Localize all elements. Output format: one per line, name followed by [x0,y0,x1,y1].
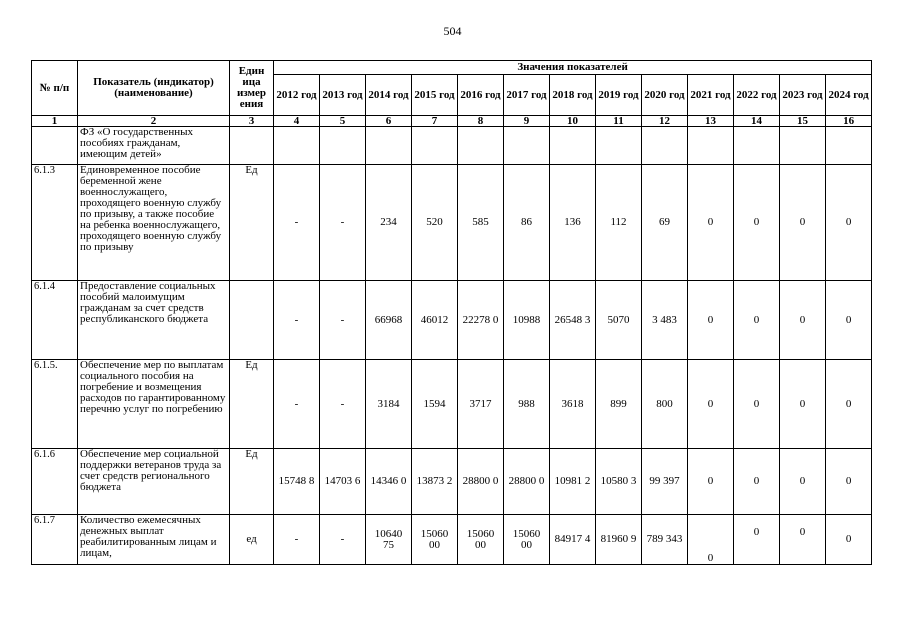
row-value-cell: 99 397 [642,449,688,515]
row-value-cell: 0 [826,515,872,565]
header-col-number: 2 [78,116,230,127]
table-row [32,281,872,360]
row-value-cell: 86 [504,165,550,281]
row-indicator-name: Обеспечение мер социальной поддержки ветеранов труда за счет средств регионального бюджета [78,449,230,515]
header-year: 2012 год [274,75,320,116]
header-col-number: 10 [550,116,596,127]
header-year: 2016 год [458,75,504,116]
row-code: 6.1.5. [32,360,78,449]
row-code: 6.1.3 [32,165,78,281]
row-unit: ед [230,515,274,565]
row-value-cell: 0 [734,281,780,360]
row-indicator-name: Единовременное пособие беременной жене военнослужащего, проходящего военную службу по призыву, а также пособие на ребенка военнослужащего, проходящего военную службу по призыву [78,165,230,281]
row-value-cell: - [320,165,366,281]
row-value-cell: 0 [688,449,734,515]
row-value-cell: 0 [780,449,826,515]
header-col-number: 16 [826,116,872,127]
row-value-cell: 0 [734,449,780,515]
row-value-cell [596,127,642,165]
row-value-cell: 899 [596,360,642,449]
header-col-number: 1 [32,116,78,127]
row-value-cell: 15748 8 [274,449,320,515]
row-value-cell: 3184 [366,360,412,449]
row-value-cell: 5070 [596,281,642,360]
row-value-cell: 15060 00 [504,515,550,565]
row-value-cell [734,127,780,165]
row-value-cell [274,127,320,165]
header-col-number: 11 [596,116,642,127]
row-value-cell: 0 [734,515,780,565]
header-year: 2013 год [320,75,366,116]
row-value-cell: 14703 6 [320,449,366,515]
row-value-cell: 28800 0 [458,449,504,515]
row-value-cell: 585 [458,165,504,281]
row-value-cell: 3717 [458,360,504,449]
indicators-table [31,60,872,565]
row-value-cell: - [320,515,366,565]
header-year: 2024 год [826,75,872,116]
header-num: № п/п [32,61,78,116]
row-value-cell: 234 [366,165,412,281]
row-value-cell: 84917 4 [550,515,596,565]
row-value-cell: 0 [688,281,734,360]
row-value-cell [826,127,872,165]
header-year: 2021 год [688,75,734,116]
header-col-number: 4 [274,116,320,127]
row-value-cell: 0 [780,281,826,360]
row-value-cell: 0 [734,165,780,281]
row-value-cell: 10981 2 [550,449,596,515]
row-code: 6.1.4 [32,281,78,360]
row-value-cell: 789 343 [642,515,688,565]
header-year: 2014 год [366,75,412,116]
row-value-cell: 0 [688,165,734,281]
header-col-number: 9 [504,116,550,127]
row-value-cell: 0 [826,449,872,515]
row-value-cell: 69 [642,165,688,281]
row-value-cell: - [274,281,320,360]
row-value-cell: 0 [826,360,872,449]
row-value-cell: 0 [688,360,734,449]
header-year: 2020 год [642,75,688,116]
row-value-cell: 10988 [504,281,550,360]
header-col-number: 14 [734,116,780,127]
row-value-cell: 988 [504,360,550,449]
row-value-cell: 0 [826,165,872,281]
row-value-cell: 46012 [412,281,458,360]
row-unit: Ед [230,165,274,281]
header-year: 2022 год [734,75,780,116]
header-indicator: Показатель (индикатор) (наименование) [78,61,230,116]
row-value-cell: 0 [780,515,826,565]
row-value-cell: 0 [688,515,734,565]
header-col-number: 12 [642,116,688,127]
row-unit: Ед [230,449,274,515]
header-values-group: Значения показателей [274,61,872,75]
row-value-cell: 0 [826,281,872,360]
table-row [32,127,872,165]
row-value-cell: 10640 75 [366,515,412,565]
row-value-cell: 14346 0 [366,449,412,515]
row-value-cell: 3 483 [642,281,688,360]
row-unit [230,281,274,360]
row-value-cell [688,127,734,165]
row-code [32,127,78,165]
table-row [32,449,872,515]
row-unit: Ед [230,360,274,449]
row-value-cell: 66968 [366,281,412,360]
row-code: 6.1.6 [32,449,78,515]
table-row [32,360,872,449]
row-value-cell [550,127,596,165]
row-indicator-name: Количество ежемесячных денежных выплат реабилитированным лицам и лицам, [78,515,230,565]
table-row [32,515,872,565]
page-number: 504 [443,24,462,38]
row-value-cell: 28800 0 [504,449,550,515]
row-value-cell: - [274,360,320,449]
row-indicator-name: ФЗ «О государственных пособиях гражданам, имеющим детей» [78,127,230,165]
row-value-cell: - [274,165,320,281]
row-value-cell [320,127,366,165]
row-value-cell: 520 [412,165,458,281]
row-value-cell [642,127,688,165]
row-value-cell: 13873 2 [412,449,458,515]
row-value-cell: 22278 0 [458,281,504,360]
row-value-cell: 15060 00 [458,515,504,565]
row-value-cell: 10580 3 [596,449,642,515]
header-year: 2017 год [504,75,550,116]
header-col-number: 7 [412,116,458,127]
header-col-number: 3 [230,116,274,127]
header-year: 2015 год [412,75,458,116]
row-value-cell: 0 [734,360,780,449]
row-value-cell [504,127,550,165]
row-unit [230,127,274,165]
row-indicator-name: Предоставление социальных пособий малоимущим гражданам за счет средств республиканского бюджета [78,281,230,360]
row-value-cell [412,127,458,165]
row-value-cell [366,127,412,165]
row-value-cell: - [274,515,320,565]
row-value-cell: 81960 9 [596,515,642,565]
row-value-cell [458,127,504,165]
header-col-number: 13 [688,116,734,127]
row-value-cell: 136 [550,165,596,281]
row-value-cell: - [320,360,366,449]
header-year: 2019 год [596,75,642,116]
header-year: 2023 год [780,75,826,116]
row-value-cell: 26548 3 [550,281,596,360]
row-code: 6.1.7 [32,515,78,565]
row-value-cell [780,127,826,165]
row-value-cell: 800 [642,360,688,449]
row-value-cell: 15060 00 [412,515,458,565]
row-value-cell: 1594 [412,360,458,449]
header-col-number: 5 [320,116,366,127]
header-col-number: 15 [780,116,826,127]
row-value-cell: 112 [596,165,642,281]
header-col-number: 6 [366,116,412,127]
row-value-cell: - [320,281,366,360]
row-value-cell: 0 [780,165,826,281]
header-unit: Един ица измер ения [230,61,274,116]
header-col-number: 8 [458,116,504,127]
row-value-cell: 3618 [550,360,596,449]
row-value-cell: 0 [780,360,826,449]
table-row [32,165,872,281]
row-indicator-name: Обеспечение мер по выплатам социального пособия на погребение и возмещения расходов по гарантированному перечню услуг по погребению [78,360,230,449]
header-year: 2018 год [550,75,596,116]
